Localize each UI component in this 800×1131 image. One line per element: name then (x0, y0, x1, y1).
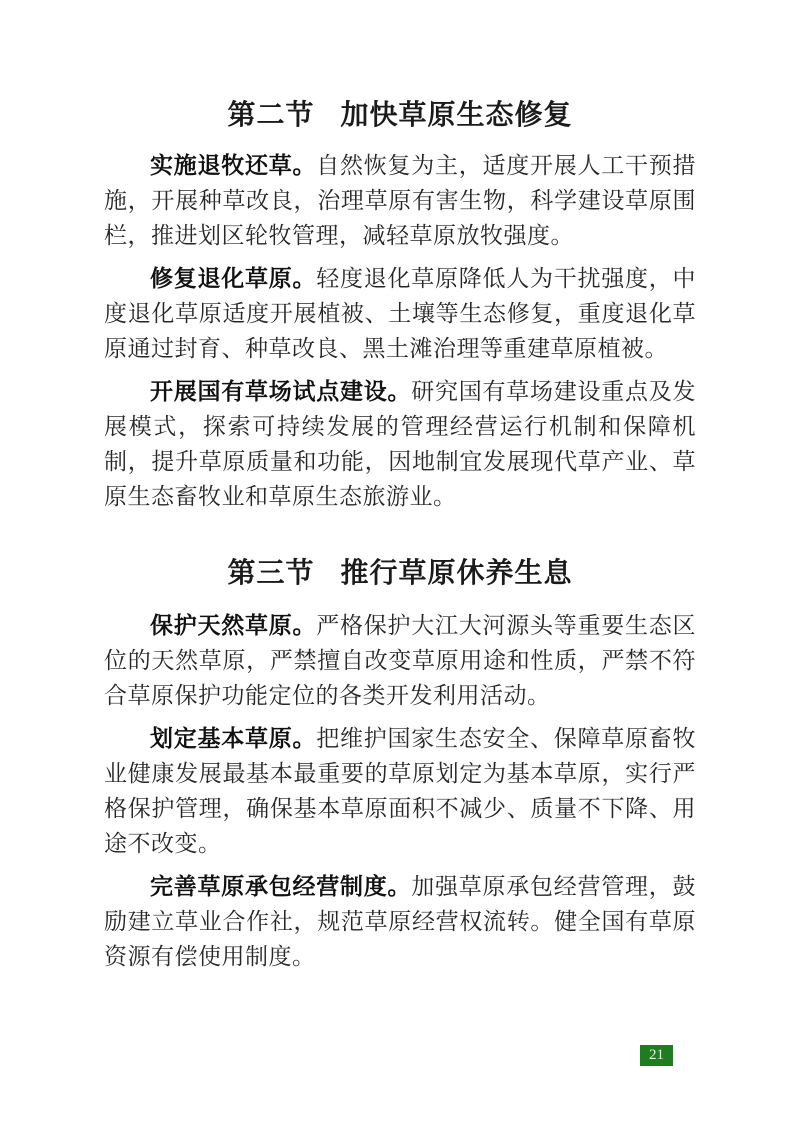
paragraph-body: 自然恢复为主，适度开展人工干预措施，开展种草改良，治理草原有害生物，科学建设草原围栏，推进划区轮牧管理，减轻草原放牧强度。 (104, 153, 696, 248)
paragraph-implement-grazing-ban (104, 148, 696, 253)
page-number-badge: 21 (640, 1045, 673, 1066)
paragraph-lead: 保护天然草原。 (150, 613, 317, 638)
section-3-title (104, 554, 696, 592)
paragraph-restore-degraded-grassland (104, 261, 696, 366)
page-content (104, 96, 696, 982)
paragraph-lead: 实施退牧还草。 (150, 153, 317, 178)
paragraph-body: 研究国有草场建设重点及发展模式，探索可持续发展的管理经营运行机制和保障机制，提升草原质量和功能，因地制宜发展现代草产业、草原生态畜牧业和草原生态旅游业。 (104, 379, 696, 509)
paragraph-lead: 完善草原承包经营制度。 (150, 874, 412, 899)
section-3-number: 第三节 (227, 557, 315, 588)
paragraph-body: 严格保护大江大河源头等重要生态区位的天然草原，严禁擅自改变草原用途和性质，严禁不符合草原保护功能定位的各类开发利用活动。 (104, 613, 696, 708)
paragraph-body: 轻度退化草原降低人为干扰强度，中度退化草原适度开展植被、土壤等生态修复，重度退化草原通过封育、种草改良、黑土滩治理等重建草原植被。 (104, 266, 696, 361)
paragraph-contract-management-system (104, 869, 696, 974)
paragraph-lead: 开展国有草场试点建设。 (150, 379, 412, 404)
section-2-title (104, 96, 696, 134)
paragraph-body: 把维护国家生态安全、保障草原畜牧业健康发展最基本最重要的草原划定为基本草原，实行严格保护管理，确保基本草原面积不减少、质量不下降、用途不改变。 (104, 726, 696, 856)
section-2-heading-text: 加快草原生态修复 (340, 99, 573, 130)
section-3-heading-text: 推行草原休养生息 (340, 557, 573, 588)
paragraph-designate-basic-grassland (104, 721, 696, 861)
paragraph-state-ranch-pilot (104, 374, 696, 514)
paragraph-lead: 修复退化草原。 (150, 266, 317, 291)
paragraph-protect-natural-grassland (104, 608, 696, 713)
paragraph-body: 加强草原承包经营管理，鼓励建立草业合作社，规范草原经营权流转。健全国有草原资源有偿使用制度。 (104, 874, 696, 969)
section-2-number: 第二节 (227, 99, 315, 130)
paragraph-lead: 划定基本草原。 (150, 726, 317, 751)
